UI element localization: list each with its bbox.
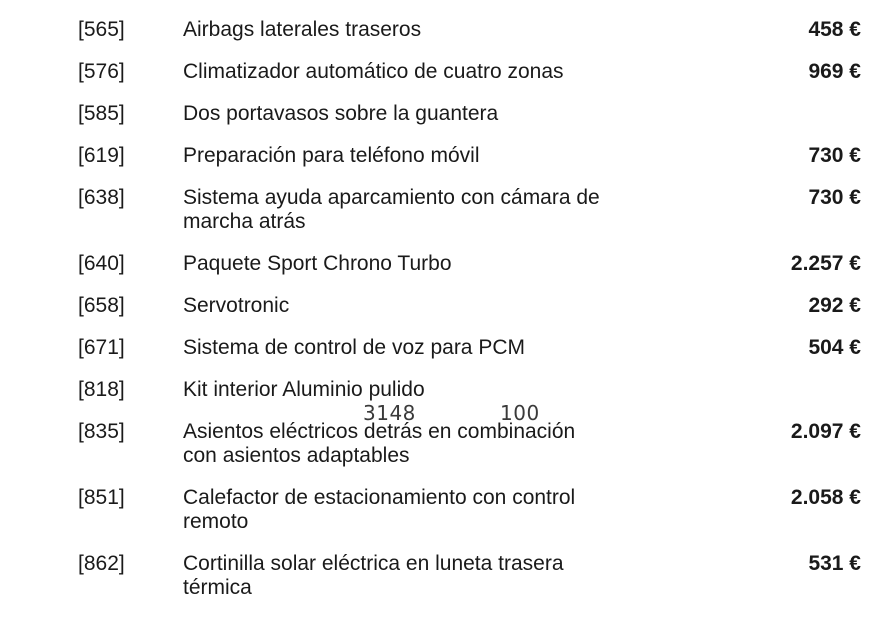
option-description: Servotronic: [183, 294, 290, 317]
option-price: 458 €: [808, 18, 861, 41]
option-description: Calefactor de estacionamiento con control remoto: [183, 486, 576, 533]
option-price: 292 €: [808, 294, 861, 317]
option-code: [576]: [78, 60, 125, 83]
option-code: [658]: [78, 294, 125, 317]
option-code: [835]: [78, 420, 125, 443]
list-item: [0, 552, 880, 600]
list-item: [0, 294, 880, 318]
option-code: [818]: [78, 378, 125, 401]
list-item: [0, 60, 880, 84]
list-item: [0, 336, 880, 360]
overlay-number-right: 100: [500, 401, 540, 425]
option-price: 730 €: [808, 144, 861, 167]
list-item: [0, 486, 880, 534]
option-code: [585]: [78, 102, 125, 125]
option-price: 504 €: [808, 336, 861, 359]
option-description: Paquete Sport Chrono Turbo: [183, 252, 452, 275]
option-description: Asientos eléctricos detrás en combinación con asientos adaptables: [183, 420, 576, 467]
option-code: [671]: [78, 336, 125, 359]
list-item: [0, 378, 880, 402]
option-description: Dos portavasos sobre la guantera: [183, 102, 499, 125]
option-code: [851]: [78, 486, 125, 509]
option-code: [638]: [78, 186, 125, 209]
option-description: Preparación para teléfono móvil: [183, 144, 480, 167]
option-description: Sistema ayuda aparcamiento con cámara de marcha atrás: [183, 186, 600, 233]
option-description: Airbags laterales traseros: [183, 18, 422, 41]
list-item: [0, 102, 880, 126]
option-price: 2.058 €: [790, 486, 861, 509]
list-item: [0, 144, 880, 168]
option-code: [640]: [78, 252, 125, 275]
option-price: 2.097 €: [790, 420, 861, 443]
option-code: [619]: [78, 144, 125, 167]
option-price: 730 €: [808, 186, 861, 209]
list-item: [0, 252, 880, 276]
option-code: [862]: [78, 552, 125, 575]
option-price: 2.257 €: [790, 252, 861, 275]
option-price: 531 €: [808, 552, 861, 575]
overlay-number-left: 3148: [363, 401, 416, 425]
option-description: Sistema de control de voz para PCM: [183, 336, 525, 359]
option-description: Cortinilla solar eléctrica en luneta trasera térmica: [183, 552, 564, 599]
list-item: [0, 186, 880, 234]
option-code: [565]: [78, 18, 125, 41]
option-price: 969 €: [808, 60, 861, 83]
option-description: Kit interior Aluminio pulido: [183, 378, 425, 401]
option-description: Climatizador automático de cuatro zonas: [183, 60, 564, 83]
list-item: [0, 18, 880, 42]
list-item: [0, 420, 880, 468]
